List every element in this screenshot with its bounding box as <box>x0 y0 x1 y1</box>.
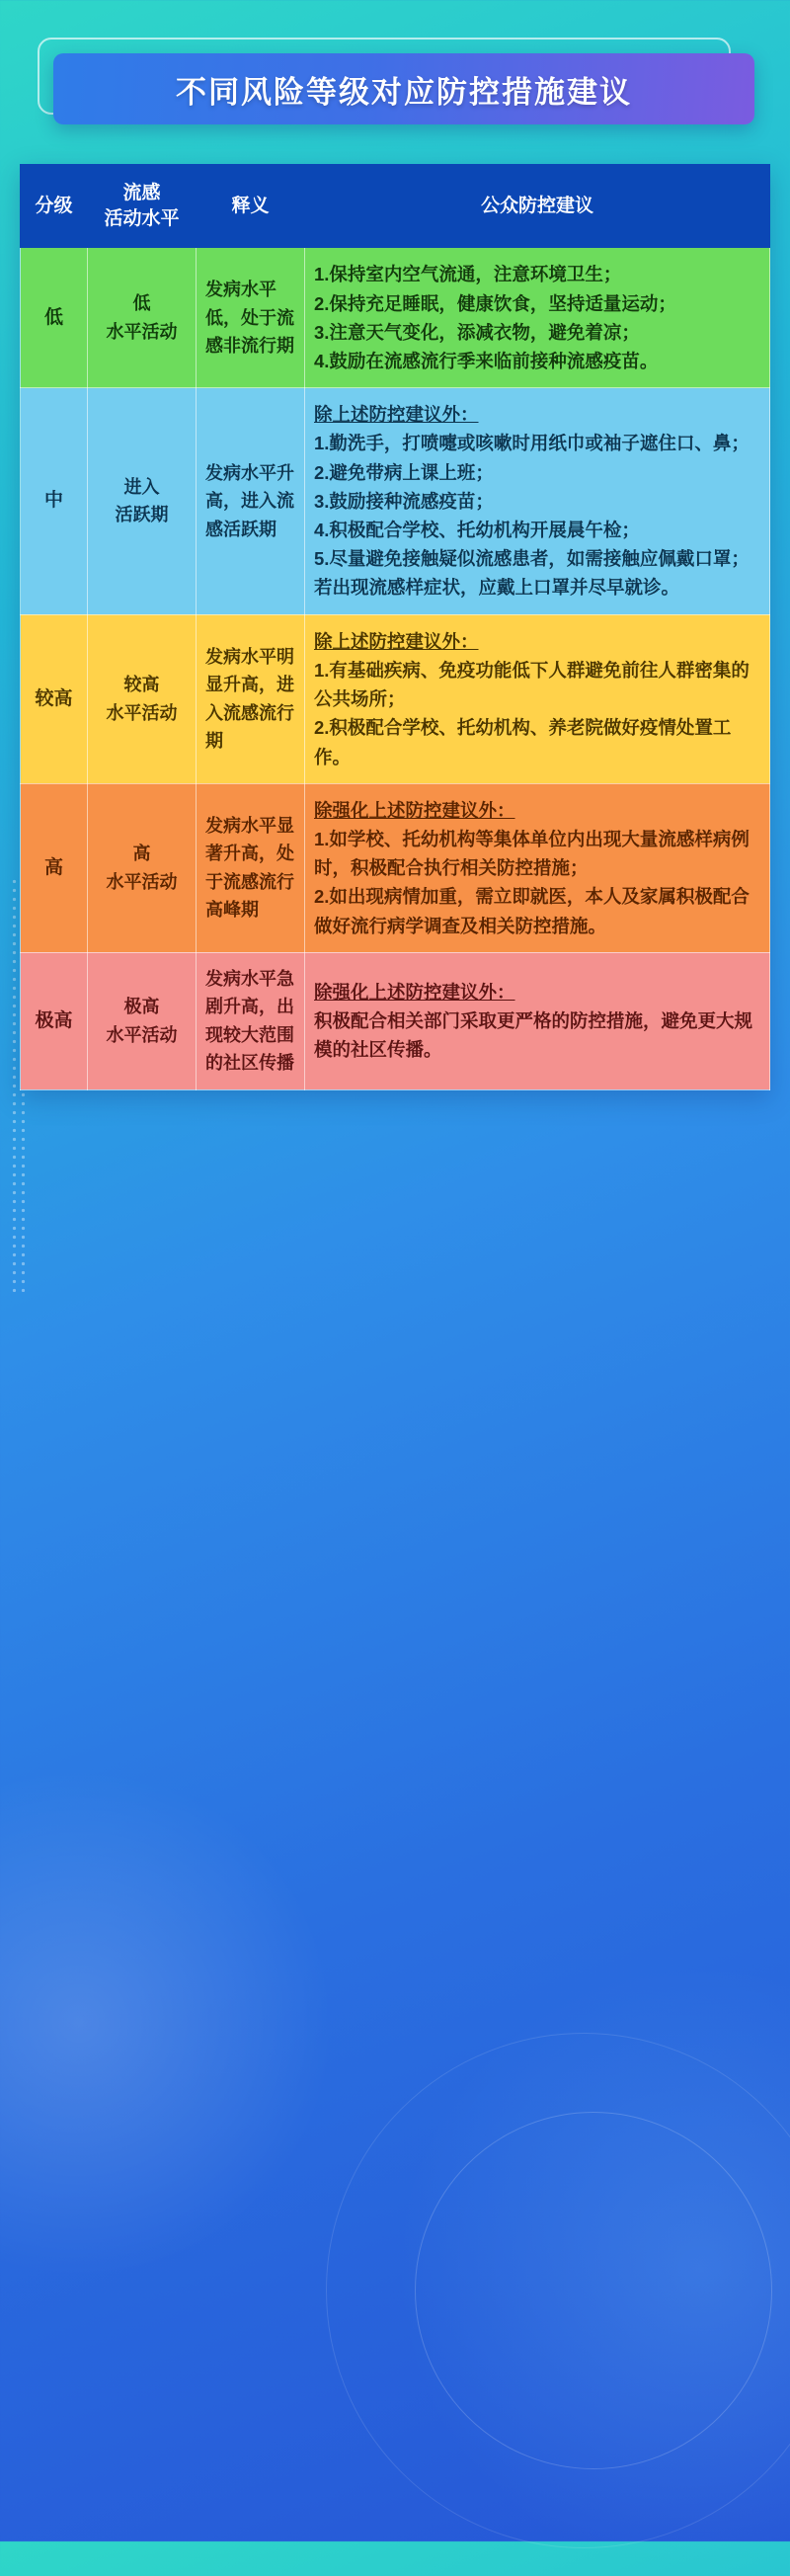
cell-activity-line2: 水平活动 <box>106 871 178 892</box>
cell-activity-line1: 较高 <box>123 675 160 695</box>
advice-item: 4.鼓励在流感流行季来临前接种流感疫苗。 <box>314 350 659 371</box>
cell-advice <box>305 783 770 952</box>
cell-meaning: 发病水平升高，进入流感活跃期 <box>197 388 305 615</box>
advice-heading: 除上述防控建议外： <box>314 630 479 652</box>
cell-activity-line1: 低 <box>132 293 151 314</box>
cell-activity-line2: 活跃期 <box>115 505 169 525</box>
cell-advice <box>305 248 770 388</box>
cell-meaning: 发病水平急剧升高，出现较大范围的社区传播 <box>197 952 305 1089</box>
header-activity-line1: 流感 <box>122 183 161 203</box>
cell-activity-line2: 水平活动 <box>106 1024 178 1045</box>
cell-activity <box>88 248 197 388</box>
advice-item: 4.积极配合学校、托幼机构开展晨午检； <box>314 520 640 541</box>
header-advice: 公众防控建议 <box>305 165 770 248</box>
cell-advice <box>305 388 770 615</box>
advice-item: 积极配合相关部门采取更严格的防控措施，避免更大规模的社区传播。 <box>314 1010 753 1061</box>
table-row <box>21 614 770 783</box>
title-bar <box>53 53 754 124</box>
header-activity-line2: 活动水平 <box>104 207 180 229</box>
cell-meaning: 发病水平低，处于流感非流行期 <box>197 248 305 388</box>
cell-activity <box>88 783 197 952</box>
ring-decoration-outer <box>326 2033 790 2548</box>
cell-activity-line1: 进入 <box>123 476 160 497</box>
cell-activity <box>88 388 197 615</box>
cell-activity-line1: 极高 <box>123 997 160 1017</box>
cell-activity <box>88 952 197 1089</box>
cell-activity-line1: 高 <box>132 844 151 864</box>
cell-level: 中 <box>21 388 88 615</box>
advice-item: 1.如学校、托幼机构等集体单位内出现大量流感样病例时，积极配合执行相关防控措施； <box>314 829 750 879</box>
cell-meaning: 发病水平显著升高，处于流感流行高峰期 <box>197 783 305 952</box>
risk-level-table <box>20 164 770 1090</box>
table-row <box>21 388 770 615</box>
cell-activity <box>88 614 197 783</box>
table-header-row <box>21 165 770 248</box>
cell-level: 极高 <box>21 952 88 1089</box>
cell-level: 高 <box>21 783 88 952</box>
cell-advice <box>305 614 770 783</box>
header-level: 分级 <box>21 165 88 248</box>
header-activity <box>88 165 197 248</box>
advice-heading: 除上述防控建议外： <box>314 404 479 426</box>
page-title: 不同风险等级对应防控措施建议 <box>176 74 632 110</box>
cell-activity-line2: 水平活动 <box>106 702 178 723</box>
table-row <box>21 783 770 952</box>
title-banner <box>26 38 764 136</box>
cell-level: 低 <box>21 248 88 388</box>
advice-item: 2.积极配合学校、托幼机构、养老院做好疫情处置工作。 <box>314 717 732 767</box>
cell-meaning: 发病水平明显升高，进入流感流行期 <box>197 614 305 783</box>
advice-item: 2.避免带病上课上班； <box>314 461 494 483</box>
cell-level: 较高 <box>21 614 88 783</box>
cell-advice <box>305 952 770 1089</box>
advice-item: 2.保持充足睡眠，健康饮食，坚持适量运动； <box>314 292 676 314</box>
table-row <box>21 248 770 388</box>
advice-heading: 除强化上述防控建议外： <box>314 799 515 821</box>
risk-level-table-container <box>20 164 770 1090</box>
table-row <box>21 952 770 1089</box>
advice-item: 1.保持室内空气流通，注意环境卫生； <box>314 264 622 285</box>
advice-item: 5.尽量避免接触疑似流感患者，如需接触应佩戴口罩；若出现流感样症状，应戴上口罩并尽早就诊。 <box>314 548 750 599</box>
advice-item: 3.注意天气变化，添减衣物，避免着凉； <box>314 321 640 343</box>
header-meaning: 释义 <box>197 165 305 248</box>
advice-item: 2.如出现病情加重，需立即就医，本人及家属积极配合做好流行病学调查及相关防控措施。 <box>314 886 750 936</box>
background-glow-left <box>0 1766 336 2280</box>
advice-item: 3.鼓励接种流感疫苗； <box>314 490 494 512</box>
cell-activity-line2: 水平活动 <box>106 321 178 342</box>
advice-item: 1.勤洗手，打喷嚏或咳嗽时用纸巾或袖子遮住口、鼻； <box>314 433 750 454</box>
advice-heading: 除强化上述防控建议外： <box>314 981 515 1003</box>
advice-item: 1.有基础疾病、免疫功能低下人群避免前往人群密集的公共场所； <box>314 659 750 710</box>
